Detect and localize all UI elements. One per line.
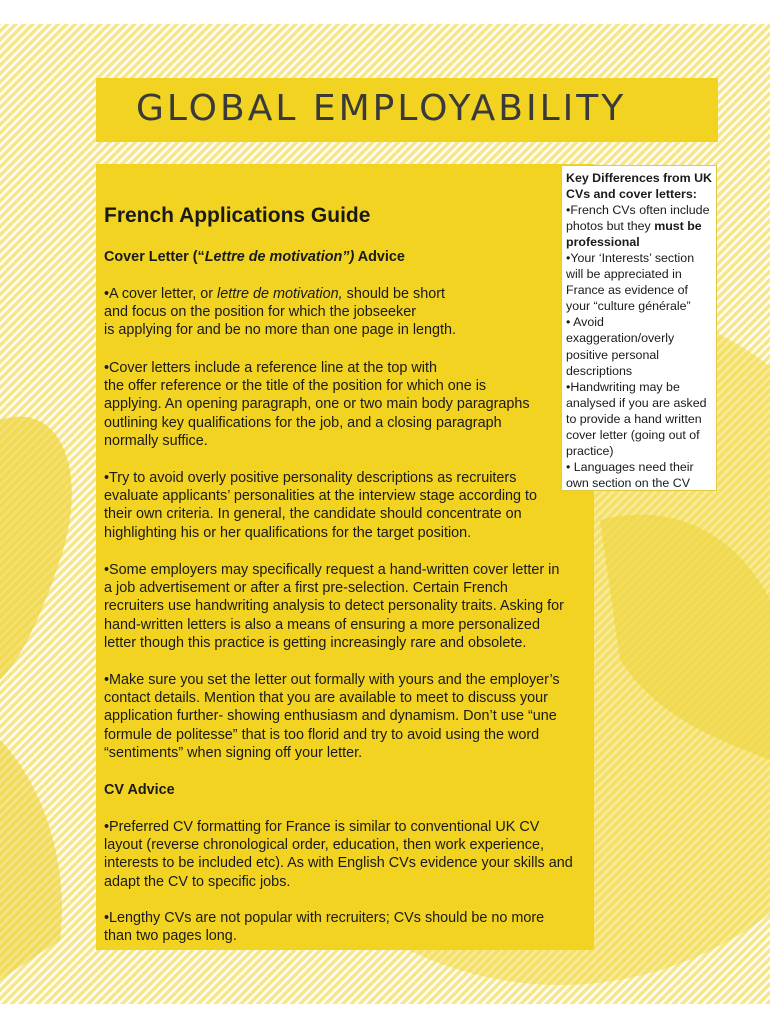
header-banner [96, 78, 718, 142]
paragraph-cv-format: •Preferred CV formatting for France is similar to conventional UK CV layout (reverse chronological order, education, then work experience, interests to be included etc). As with English CVs evidence your skills and adapt the CV to specific jobs. [104, 819, 573, 890]
paragraph-personality: •Try to avoid overly positive personality descriptions as recruiters evaluate applicants’ personalities at the interview stage according to their own criteria. In general, the candidate should concentrate on highlighting his or her qualifications for the target position. [104, 470, 538, 541]
paragraph-cover-structure: •Cover letters include a reference line at the top with the offer reference or the title of the position for which one is applying. An opening paragraph, one or two main body paragraphs outlining key qualifications for the job, and a closing paragraph normally suffice. [104, 360, 530, 449]
key-difference-item: •French CVs often include photos but they must be professional [566, 203, 710, 250]
paragraph-handwritten: •Some employers may specifically request a hand-written cover letter in a job advertisement or after a first pre-selection. Certain French recruiters use handwriting analysis to detect personality traits. Asking for hand-written letters is also a means of ensuring a more personalized letter though this practice is getting increasingly rare and obsolete. [104, 562, 564, 651]
key-difference-item: • Avoid exaggeration/overly positive personal descriptions [566, 315, 675, 378]
page-title: French Applications Guide [104, 204, 371, 227]
key-difference-item: •Handwriting may be analysed if you are asked to provide a hand written cover letter (going out of practice) [566, 379, 707, 458]
cv-advice-heading: CV Advice [104, 782, 175, 798]
paragraph-formal-layout: •Make sure you set the letter out formally with yours and the employer’s contact details. Mention that you are available to meet to discuss your application further- showing enthusiasm and dynamism. Don’t use “une formule de politesse” that is too florid and try to avoid using the word “sentiments” when signing off your letter. [104, 672, 560, 761]
banner-title: GLOBAL EMPLOYABILITY [136, 88, 627, 129]
key-differences-heading: Key Differences from UK CVs and cover letters: [566, 171, 712, 202]
paragraph-cover-length: •A cover letter, or lettre de motivation, should be short and focus on the position for which the jobseeker is applying for and be no more than one page in length. [104, 286, 457, 339]
cover-letter-heading: Cover Letter (“Lettre de motivation”) Advice [104, 249, 405, 265]
key-differences-box [561, 165, 717, 491]
paragraph-cv-length: •Lengthy CVs are not popular with recruiters; CVs should be no more than two pages long. [104, 910, 545, 945]
key-difference-item: • Languages need their own section on the CV [566, 459, 694, 490]
key-difference-item: •Your ‘Interests’ section will be appreciated in France as evidence of your “culture générale” [566, 251, 695, 314]
